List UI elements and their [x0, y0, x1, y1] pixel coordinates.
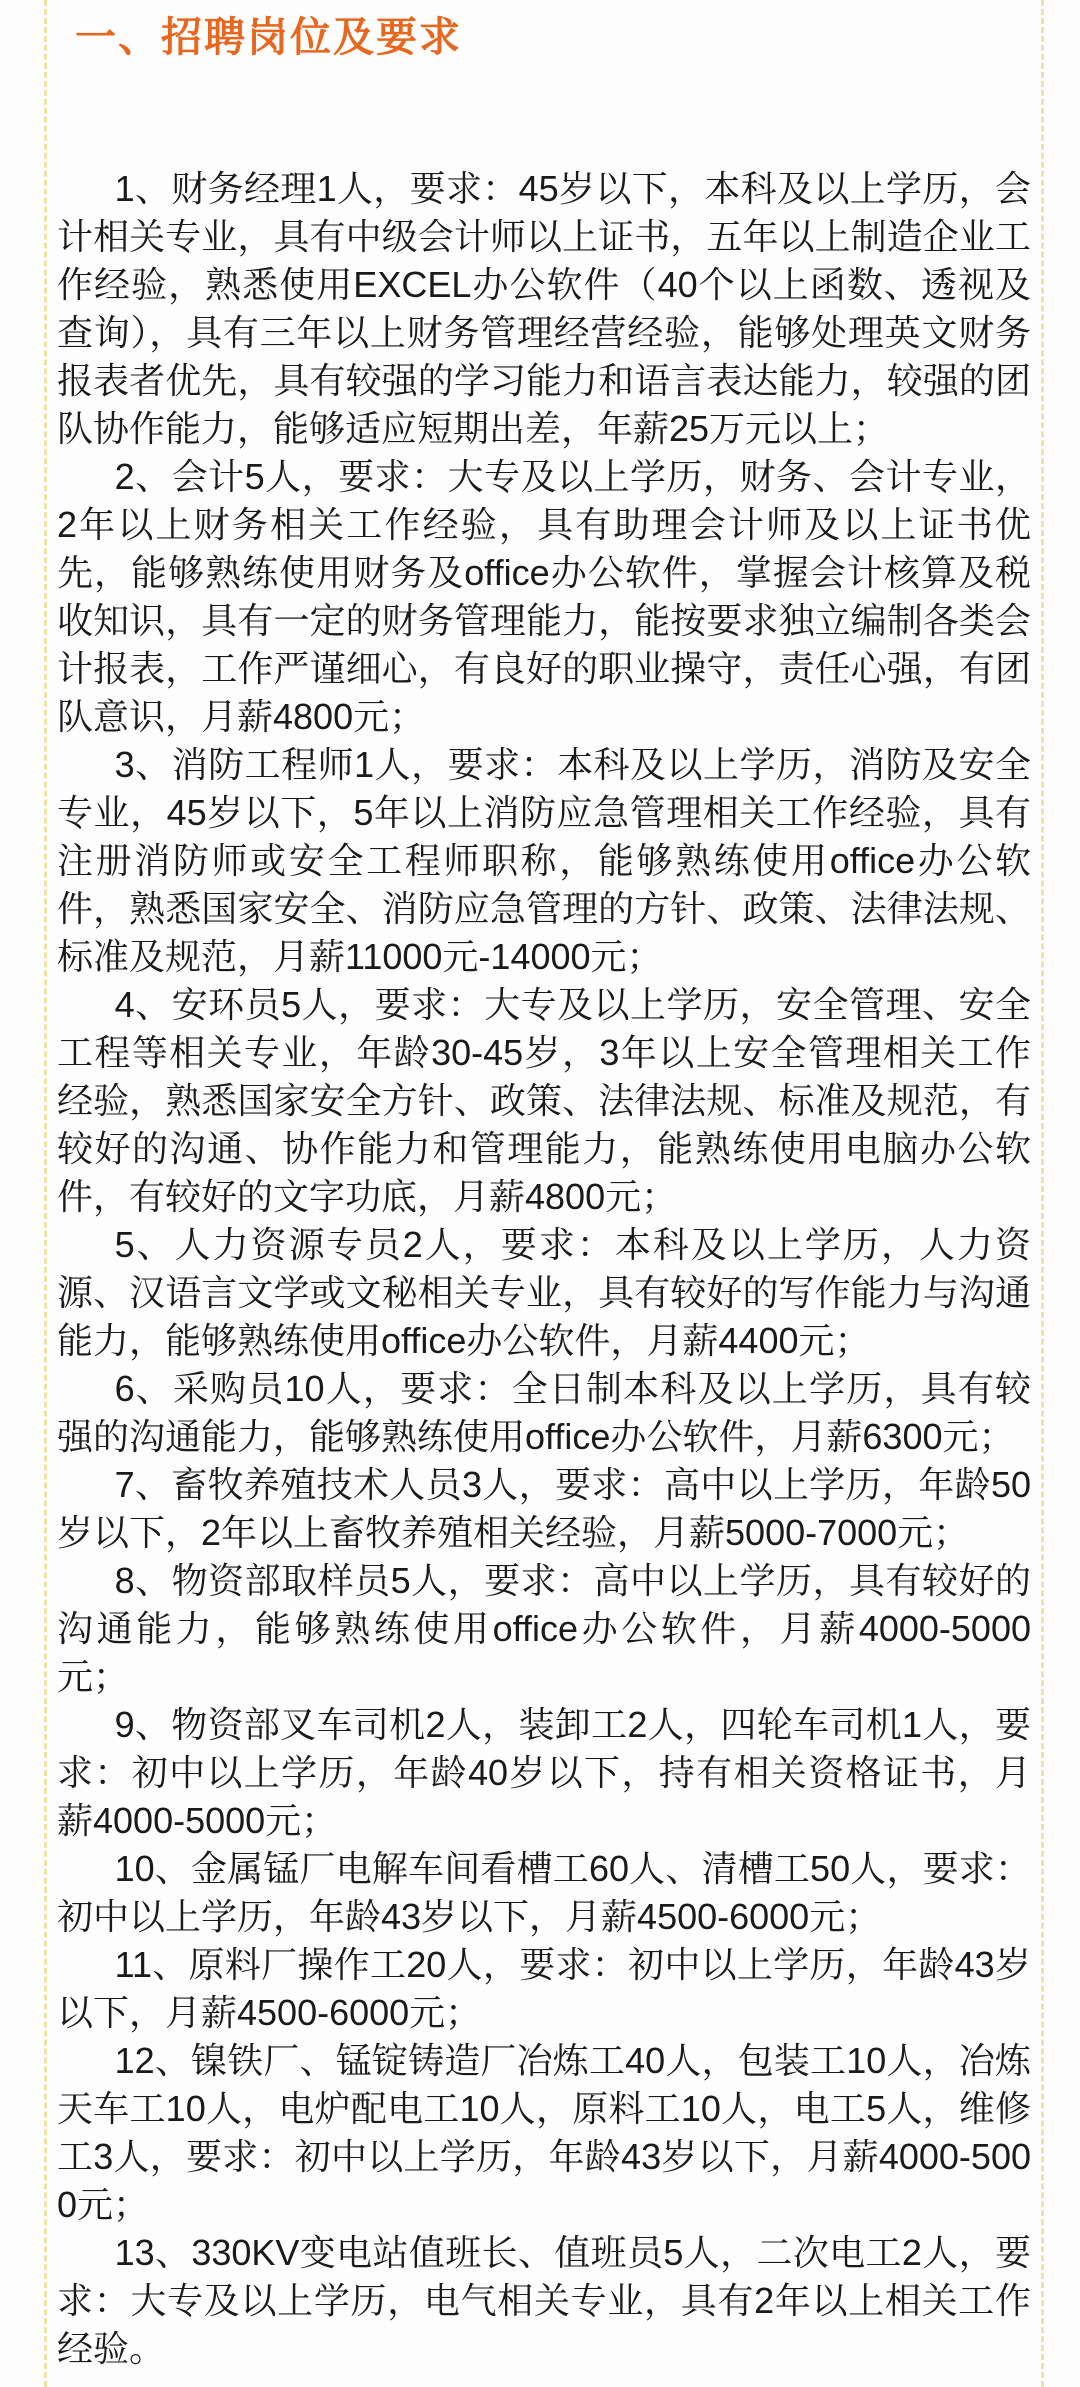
job-item-smelting-worker: 12、镍铁厂、锰锭铸造厂冶炼工40人，包装工10人，冶炼天车工10人，电炉配电工10人，原料工10人，电工5人，维修工3人，要求：初中以上学历，年龄43岁以下，月薪4000-5000元； [57, 2040, 1031, 2226]
job-item-substation-operator: 13、330KV变电站值班长、值班员5人，二次电工2人，要求：大专及以上学历，电气相关专业，具有2年以上相关工作经验。 [57, 2232, 1031, 2370]
job-item-purchaser: 6、采购员10人，要求：全日制本科及以上学历，具有较强的沟通能力，能够熟练使用office办公软件，月薪6300元； [57, 1368, 1031, 1458]
job-item-accountant: 2、会计5人，要求：大专及以上学历，财务、会计专业，2年以上财务相关工作经验，具有助理会计师及以上证书优先，能够熟练使用财务及office办公软件，掌握会计核算及税收知识，具有一定的财务管理能力，能按要求独立编制各类会计报表，工作严谨细心，有良好的职业操守，责任心强，有团队意识，月薪4800元； [57, 456, 1031, 738]
dashed-border-frame [44, 0, 1044, 2387]
job-item-electrolysis-worker: 10、金属锰厂电解车间看槽工60人、清槽工50人，要求：初中以上学历，年龄43岁以下，月薪4500-6000元； [57, 1848, 1031, 1938]
job-item-forklift-driver: 9、物资部叉车司机2人，装卸工2人，四轮车司机1人，要求：初中以上学历，年龄40岁以下，持有相关资格证书，月薪4000-5000元； [57, 1704, 1031, 1842]
job-item-livestock-technician: 7、畜牧养殖技术人员3人，要求：高中以上学历，年龄50岁以下，2年以上畜牧养殖相关经验，月薪5000-7000元； [57, 1464, 1031, 1554]
job-item-raw-material-operator: 11、原料厂操作工20人，要求：初中以上学历，年龄43岁以下，月薪4500-6000元； [57, 1944, 1031, 2034]
job-item-finance-manager: 1、财务经理1人，要求：45岁以下，本科及以上学历，会计相关专业，具有中级会计师以上证书，五年以上制造企业工作经验，熟悉使用EXCEL办公软件（40个以上函数、透视及查询），具有三年以上财务管理经营经验，能够处理英文财务报表者优先，具有较强的学习能力和语言表达能力，较强的团队协作能力，能够适应短期出差，年薪25万元以上； [57, 168, 1031, 450]
job-item-safety-officer: 4、安环员5人，要求：大专及以上学历，安全管理、安全工程等相关专业，年龄30-45岁，3年以上安全管理相关工作经验，熟悉国家安全方针、政策、法律法规、标准及规范，有较好的沟通、协作能力和管理能力，能熟练使用电脑办公软件，有较好的文字功底，月薪4800元； [57, 984, 1031, 1218]
section-title: 一、招聘岗位及要求 [75, 14, 462, 60]
job-item-sampler: 8、物资部取样员5人，要求：高中以上学历，具有较好的沟通能力，能够熟练使用office办公软件，月薪4000-5000元； [57, 1560, 1031, 1698]
job-item-fire-engineer: 3、消防工程师1人，要求：本科及以上学历，消防及安全专业，45岁以下，5年以上消防应急管理相关工作经验，具有注册消防师或安全工程师职称，能够熟练使用office办公软件，熟悉国家安全、消防应急管理的方针、政策、法律法规、标准及规范，月薪11000元-14000元； [57, 744, 1031, 978]
job-item-hr-specialist: 5、人力资源专员2人，要求：本科及以上学历，人力资源、汉语言文学或文秘相关专业，具有较好的写作能力与沟通能力，能够熟练使用office办公软件，月薪4400元； [57, 1224, 1031, 1362]
job-list [57, 165, 1031, 2373]
